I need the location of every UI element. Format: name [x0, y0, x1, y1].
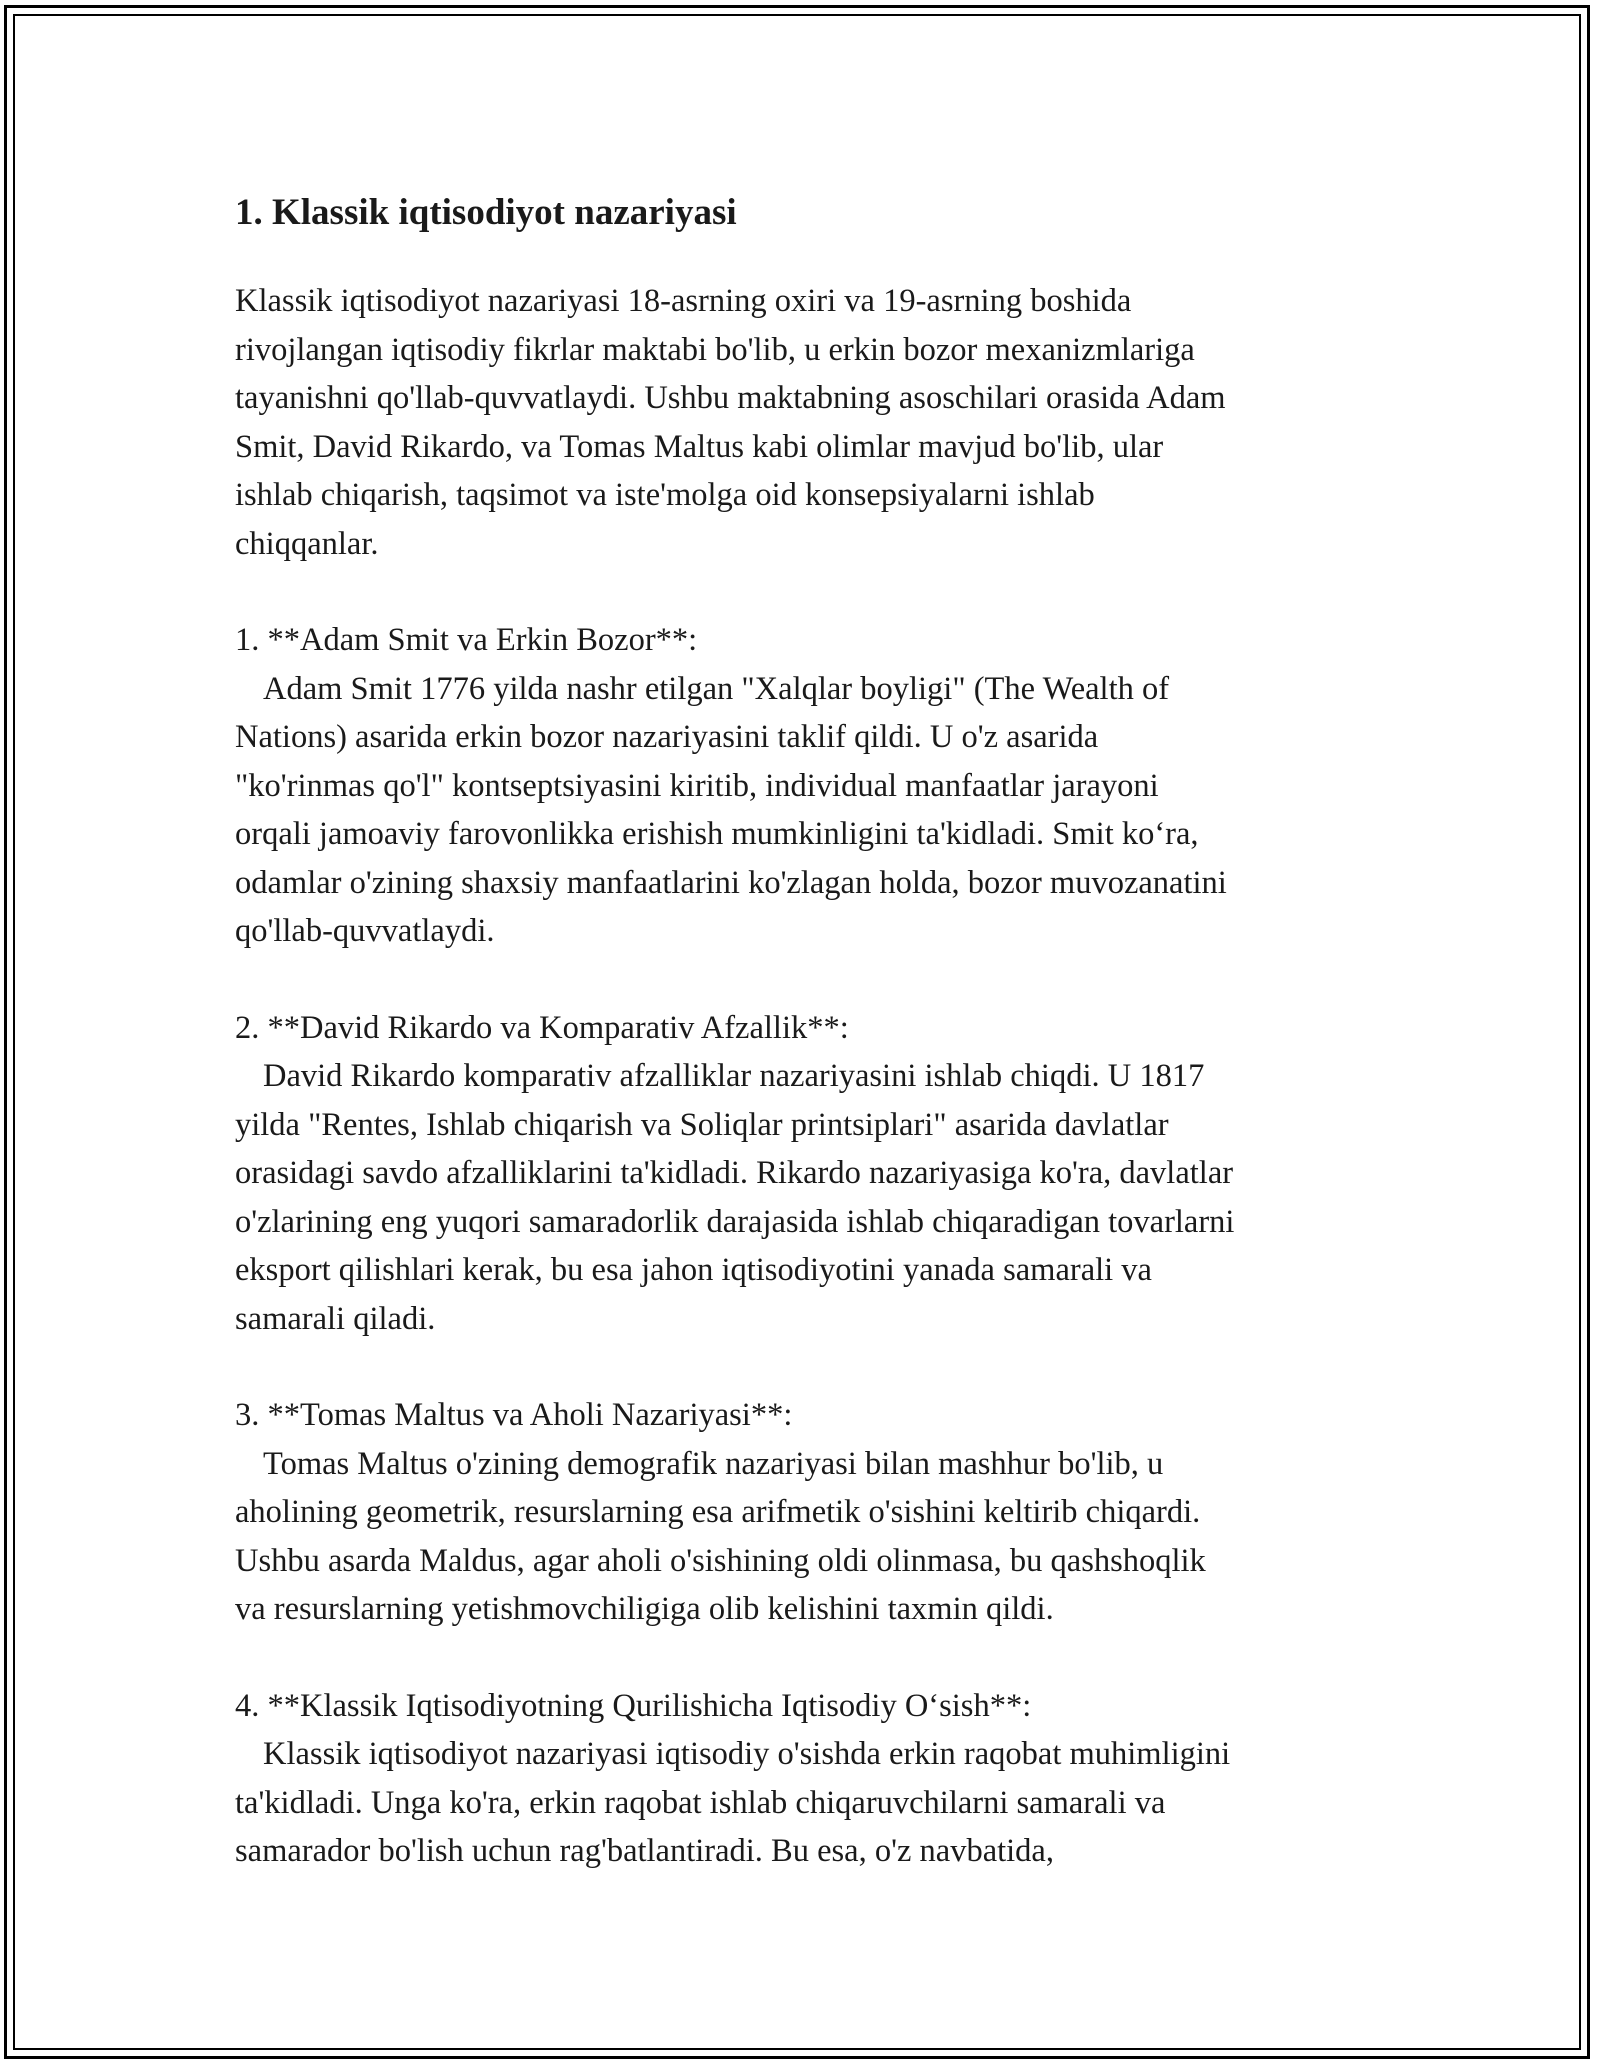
- document-body: [235, 185, 1375, 1924]
- section-3: [235, 1391, 1375, 1634]
- section-4: [235, 1682, 1375, 1876]
- document-title: 1. Klassik iqtisodiyot nazariyasi: [235, 192, 737, 233]
- section-2: [235, 1004, 1375, 1344]
- section-2-body: David Rikardo komparativ afzalliklar nazariyasini ishlab chiqdi. U 1817 yilda "Rentes, Ishlab chiqarish va Soliqlar printsiplari" asarida davlatlar orasidagi savdo afzalliklarini ta'kidladi. Rikardo nazariyasiga ko'ra, davlatlar o'zlarining eng yuqori samaradorlik darajasida ishlab chiqaradigan tovarlarni eksport qilishlari kerak, bu esa jahon iqtisodiyotini yanada samarali va samarali qiladi.: [235, 1058, 1235, 1337]
- section-1-body: Adam Smit 1776 yilda nashr etilgan "Xalqlar boyligi" (The Wealth of Nations) asarida erkin bozor nazariyasini taklif qildi. U o'z asarida "ko'rinmas qo'l" kontseptsiyasini kiritib, individual manfaatlar jarayoni orqali jamoaviy farovonlikka erishish mumkinligini ta'kidladi. Smit ko‘ra, odamlar o'zining shaxsiy manfaatlarini ko'zlagan holda, bozor muvozanatini qo'llab-quvvatlaydi.: [235, 670, 1227, 949]
- section-3-heading: 3. **Tomas Maltus va Aholi Nazariyasi**:: [235, 1397, 793, 1433]
- section-4-heading: 4. **Klassik Iqtisodiyotning Qurilishicha Iqtisodiy O‘sish**:: [235, 1687, 1032, 1724]
- section-1: [235, 616, 1375, 956]
- section-4-body: Klassik iqtisodiyot nazariyasi iqtisodiy o'sishda erkin raqobat muhimligini ta'kidladi. Unga ko'ra, erkin raqobat ishlab chiqaruvchilarni samarali va samarador bo'lish uchun rag'batlantiradi. Bu esa, o'z navbatida,: [235, 1736, 1231, 1869]
- section-3-body: Tomas Maltus o'zining demografik nazariyasi bilan mashhur bo'lib, u aholining geometrik, resurslarning esa arifmetik o'sishini keltirib chiqardi. Ushbu asarda Maldus, agar aholi o'sishining oldi olinmasa, bu qashshoqlik va resurslarning yetishmovchiligiga olib kelishini taxmin qildi.: [235, 1445, 1206, 1627]
- intro-paragraph: Klassik iqtisodiyot nazariyasi 18-asrning oxiri va 19-asrning boshida rivojlangan iqtisodiy fikrlar maktabi bo'lib, u erkin bozor mexanizmlariga tayanishni qo'llab-quvvatlaydi. Ushbu maktabning asoschilari orasida Adam Smit, David Rikardo, va Tomas Maltus kabi olimlar mavjud bo'lib, ular ishlab chiqarish, taqsimot va iste'molga oid konsepsiyalarni ishlab chiqqanlar.: [235, 283, 1226, 562]
- section-2-heading: 2. **David Rikardo va Komparativ Afzallik**:: [235, 1009, 849, 1046]
- section-1-heading: 1. **Adam Smit va Erkin Bozor**:: [235, 622, 698, 658]
